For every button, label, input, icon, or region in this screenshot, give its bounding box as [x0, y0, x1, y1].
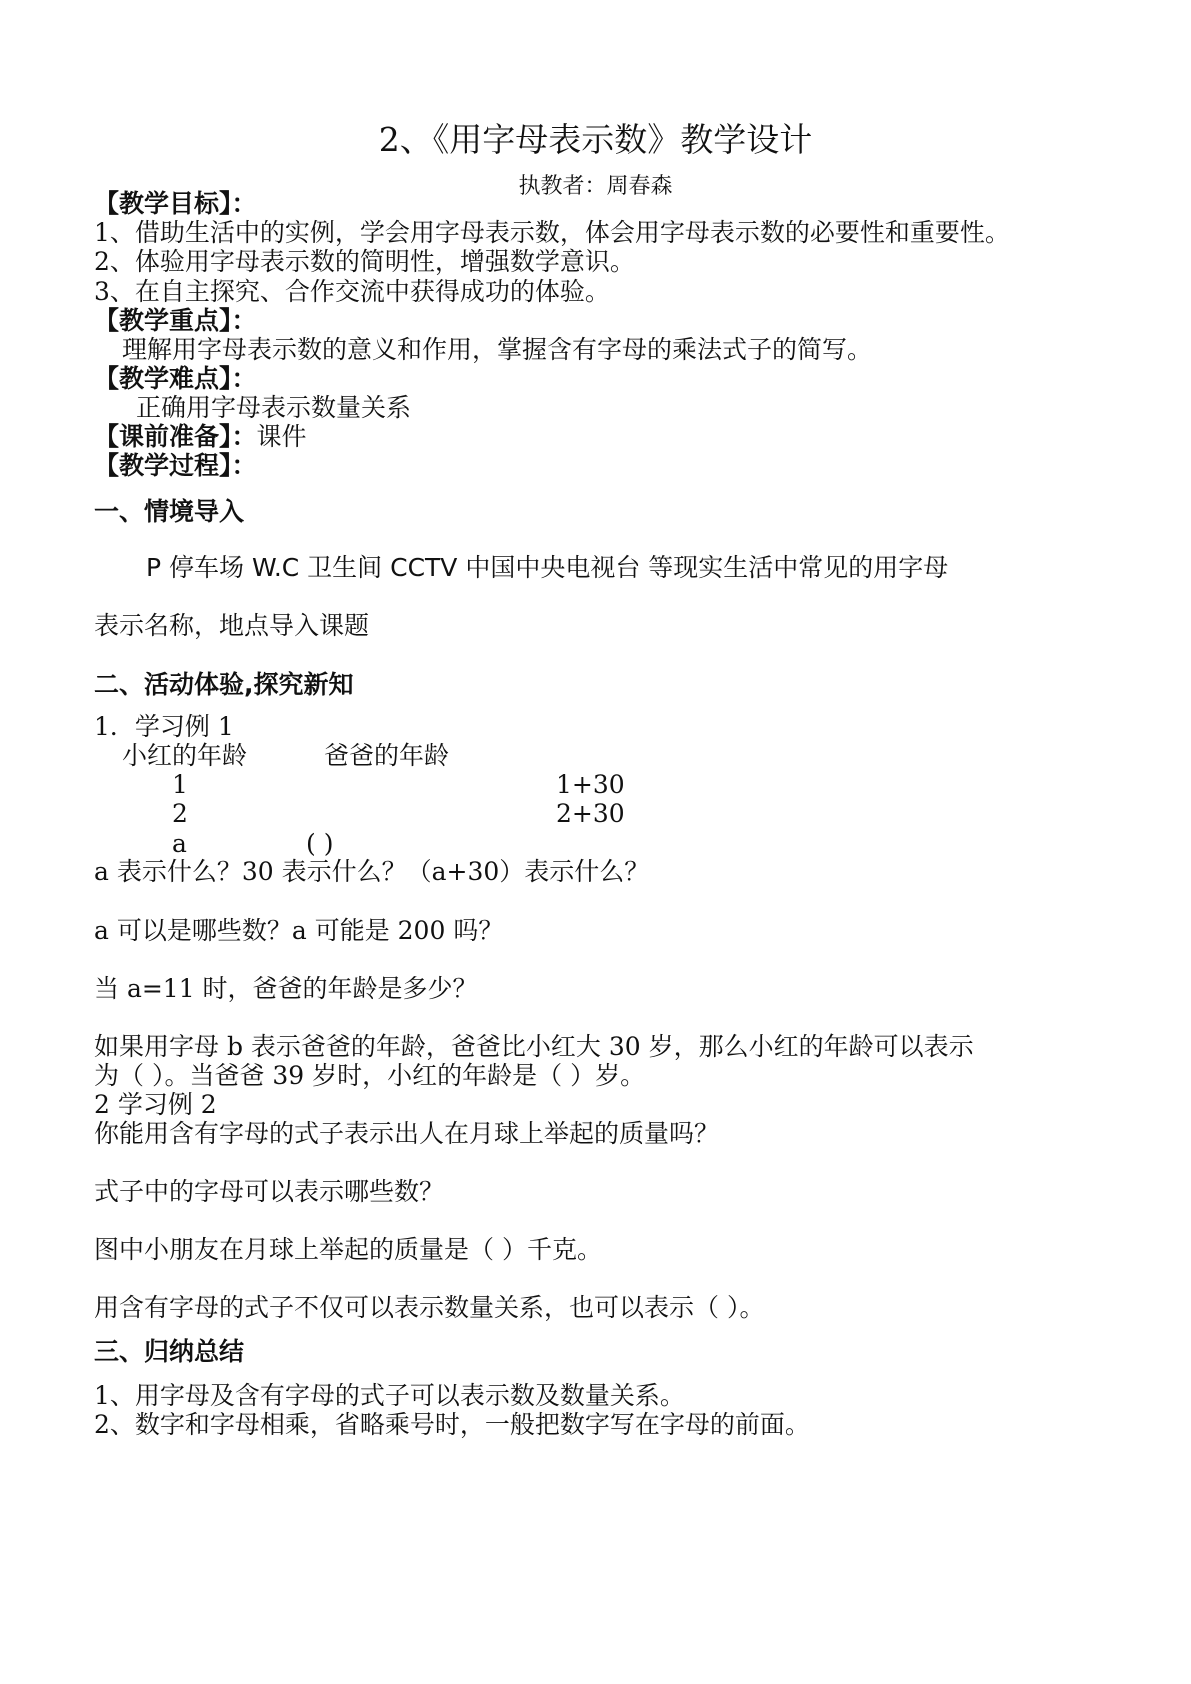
table-row3-xiaohong: a — [172, 829, 187, 858]
prep-label: 【课前准备】： — [94, 422, 257, 451]
question-1: a 表示什么？30 表示什么？（a+30）表示什么？ — [94, 857, 650, 886]
table-header-father: 爸爸的年龄 — [324, 741, 450, 770]
process-label: 【教学过程】： — [94, 451, 257, 480]
table-row3-father: ( ) — [306, 829, 334, 858]
section3-heading: 三、归纳总结 — [94, 1337, 245, 1366]
table-row1-father: 1+30 — [556, 770, 625, 799]
goal-item-3: 3、在自主探究、合作交流中获得成功的体验。 — [94, 277, 610, 306]
question-5: 你能用含有字母的式子表示出人在月球上举起的质量吗？ — [94, 1119, 720, 1148]
prep-value: 课件 — [256, 422, 307, 451]
example2-label: 2 学习例 2 — [94, 1090, 217, 1119]
example1-label: 1．学习例 1 — [94, 712, 234, 741]
question-4-line1: 如果用字母 b 表示爸爸的年龄，爸爸比小红大 30 岁，那么小红的年龄可以表示 — [94, 1032, 974, 1061]
table-row2-xiaohong: 2 — [172, 799, 188, 828]
question-4-line2: 为（ ）。当爸爸 39 岁时，小红的年龄是（ ）岁。 — [94, 1061, 646, 1090]
author-line: 执教者：周春森 — [518, 174, 673, 199]
summary-item-1: 1、用字母及含有字母的式子可以表示数及数量关系。 — [94, 1381, 685, 1410]
goal-item-2: 2、体验用字母表示数的简明性，增强数学意识。 — [94, 247, 635, 276]
difficulty-text: 正确用字母表示数量关系 — [136, 393, 412, 422]
key-text: 理解用字母表示数的意义和作用，掌握含有字母的乘法式子的简写。 — [122, 335, 873, 364]
question-2: a 可以是哪些数？a 可能是 200 吗？ — [94, 916, 504, 945]
question-6: 式子中的字母可以表示哪些数？ — [94, 1177, 445, 1206]
question-7: 图中小朋友在月球上举起的质量是（ ）千克。 — [94, 1235, 602, 1264]
section1-line2: 表示名称，地点导入课题 — [94, 611, 370, 640]
question-3: 当 a=11 时，爸爸的年龄是多少？ — [94, 974, 478, 1003]
difficulty-label: 【教学难点】： — [94, 364, 257, 393]
section2-heading: 二、活动体验,探究新知 — [94, 670, 354, 699]
key-label: 【教学重点】： — [94, 306, 257, 335]
table-header-xiaohong: 小红的年龄 — [122, 741, 248, 770]
section1-line1: P 停车场 W.C 卫生间 CCTV 中国中央电视台 等现实生活中常见的用字母 — [146, 553, 949, 582]
document-title: 2、《用字母表示数》教学设计 — [378, 120, 813, 159]
table-row2-father: 2+30 — [556, 799, 625, 828]
question-8: 用含有字母的式子不仅可以表示数量关系，也可以表示（ ）。 — [94, 1293, 765, 1322]
goals-label: 【教学目标】： — [94, 189, 257, 218]
goal-item-1: 1、借助生活中的实例，学会用字母表示数，体会用字母表示数的必要性和重要性。 — [94, 218, 1010, 247]
table-row1-xiaohong: 1 — [172, 770, 188, 799]
section1-heading: 一、情境导入 — [94, 497, 245, 526]
summary-item-2: 2、数字和字母相乘，省略乘号时，一般把数字写在字母的前面。 — [94, 1410, 810, 1439]
